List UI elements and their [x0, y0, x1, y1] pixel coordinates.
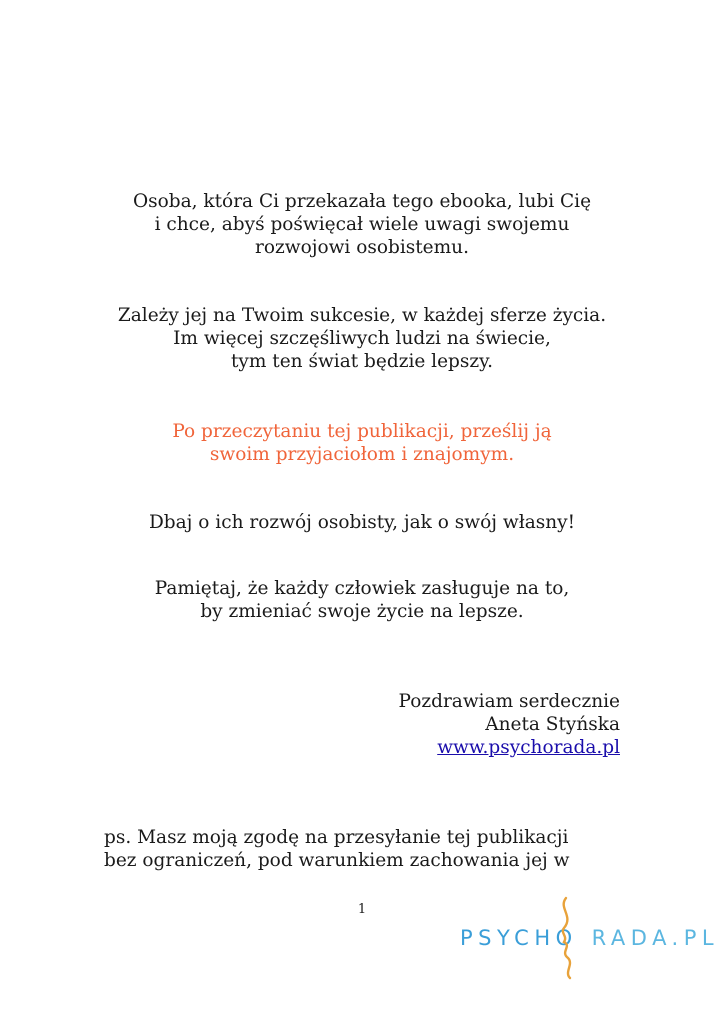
logo-text-part2: RADA.PL [591, 926, 720, 950]
text-line: Po przeczytaniu tej publikacji, prześlij ją [172, 421, 552, 442]
logo-text [460, 926, 719, 950]
text-line: Osoba, która Ci przekazała tego ebooka, lubi Cię [132, 191, 592, 212]
text-line: by zmieniać swoje życie na lepsze. [200, 601, 524, 622]
paragraph-success [0, 304, 724, 373]
paragraph-intro [0, 190, 724, 259]
text-line: Im więcej szczęśliwych ludzi na świecie, [173, 328, 551, 349]
paragraph-care [0, 511, 724, 534]
postscript [104, 826, 570, 872]
paragraph-remember [0, 577, 724, 623]
signature-author: Aneta Styńska [485, 714, 620, 735]
text-line: swoim przyjaciołom i znajomym. [209, 444, 515, 465]
text-line: bez ograniczeń, pod warunkiem zachowania jej w [104, 850, 570, 871]
logo-text-part1: PSYCHO [460, 926, 578, 950]
text-line: tym ten świat będzie lepszy. [230, 351, 494, 372]
text-line: Zależy jej na Twoim sukcesie, w każdej sferze życia. [117, 305, 607, 326]
paragraph-share-highlight [0, 420, 724, 466]
signature-greeting: Pozdrawiam serdecznie [398, 691, 620, 712]
text-line: Dbaj o ich rozwój osobisty, jak o swój własny! [148, 512, 576, 533]
signature-block [399, 690, 620, 759]
page-number: 1 [357, 902, 367, 917]
text-line: rozwojowi osobistemu. [255, 237, 469, 258]
website-link[interactable]: www.psychorada.pl [437, 737, 620, 758]
text-line: Pamiętaj, że każdy człowiek zasługuje na to, [154, 578, 570, 599]
text-line: i chce, abyś poświęcał wiele uwagi swojemu [154, 214, 570, 235]
psychorada-logo [460, 896, 720, 980]
text-line: ps. Masz moją zgodę na przesyłanie tej publikacji [104, 827, 569, 848]
face-profile-icon [554, 896, 580, 980]
